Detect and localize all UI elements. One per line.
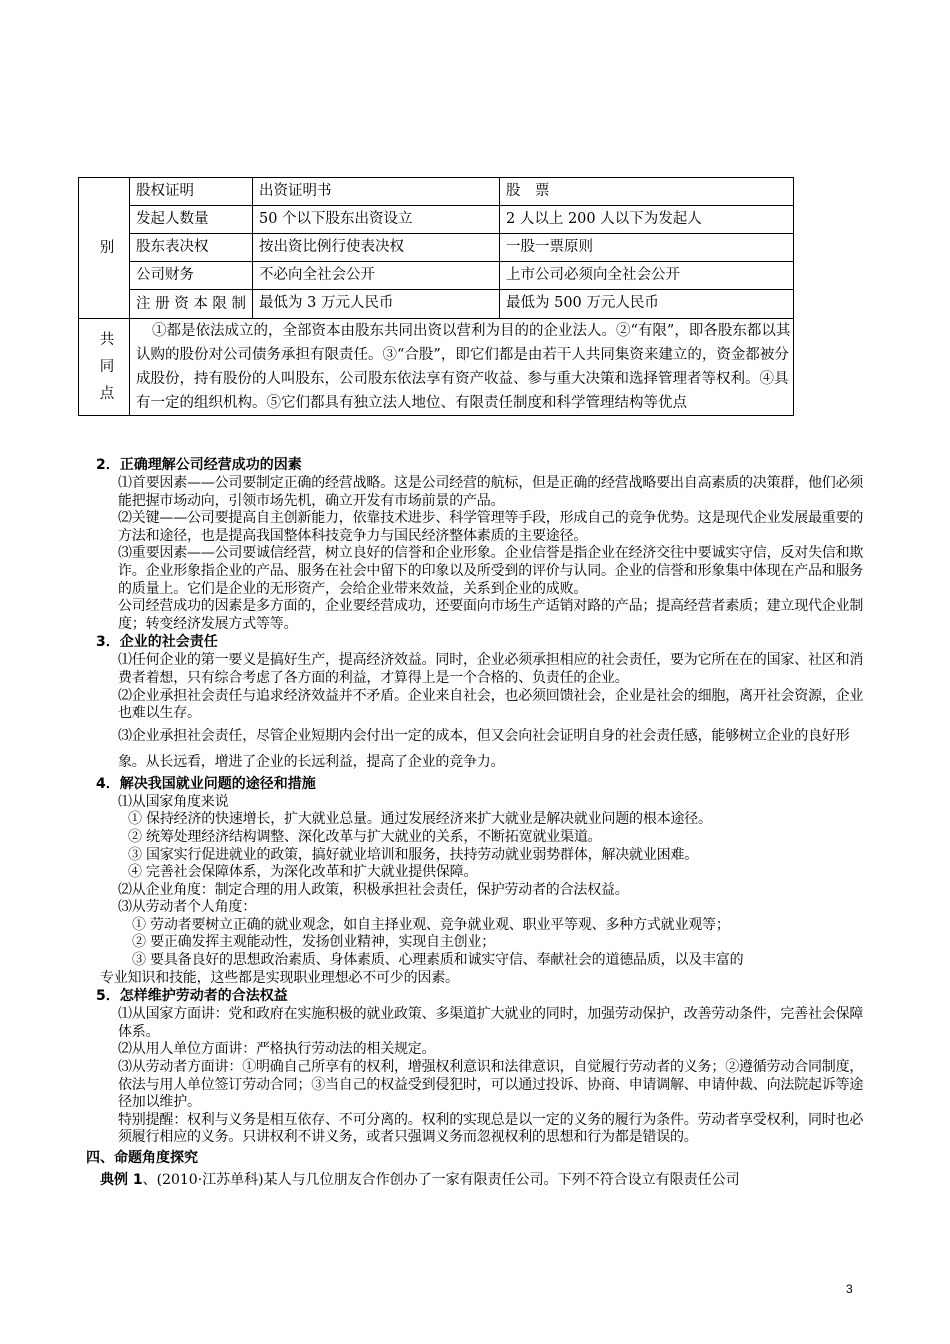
difference-label: 别	[79, 178, 130, 319]
list-item: ① 保持经济的快速增长，扩大就业总量。通过发展经济来扩大就业是解决就业问题的根本途径。	[128, 811, 712, 828]
table-row	[79, 319, 794, 416]
table-cell: 最低为 3 万元人民币	[253, 290, 500, 319]
table-cell: 发起人数量	[130, 206, 253, 234]
comparison-table	[78, 177, 794, 416]
content-body	[86, 456, 864, 1191]
table-cell: 不必向全社会公开	[253, 262, 500, 290]
paragraph: ⑴首要因素——公司要制定正确的经营战略。这是公司经营的航标，但是正确的经营战略要出自高素质的决策群，他们必须能把握市场动向，引领市场先机，确立开发有市场前景的产品。	[118, 475, 864, 509]
paragraph: ⑶企业承担社会责任，尽管企业短期内会付出一定的成本，但又会向社会证明自身的社会责任感，能够树立企业的良好形象。从长远看，增进了企业的长远利益，提高了企业的竞争力。	[118, 727, 850, 770]
table-row	[79, 290, 794, 319]
paragraph: ⑵关键——公司要提高自主创新能力，依靠技术进步、科学管理等手段，形成自己的竞争优势。这是现代企业发展最重要的方法和途径，也是提高我国整体科技竞争力与国民经济整体素质的主要途径。	[118, 510, 864, 544]
paragraph: ⑶从劳动者个人角度：	[118, 899, 256, 916]
table-cell: 股 票	[500, 178, 794, 206]
paragraph: ⑴从国家角度来说	[118, 793, 229, 810]
paragraph: ⑶重要因素——公司要诚信经营，树立良好的信誉和企业形象。企业信誉是指企业在经济交往中要诚实守信，反对失信和欺诈。企业形象指企业的产品、服务在社会中留下的印象以及所受到的评价与认同。企业的信誉和形象集中体现在产品和服务的质量上。它们是企业的无形资产，会给企业带来效益，关系到企业的成败。	[118, 545, 864, 597]
section-heading: 5．怎样维护劳动者的合法权益	[96, 988, 288, 1005]
table-cell: 一股一票原则	[500, 234, 794, 262]
paragraph: ⑵从企业角度：制定合理的用人政策，积极承担社会责任，保护劳动者的合法权益。	[118, 881, 629, 898]
list-item: ① 劳动者要树立正确的就业观念，如自主择业观、竞争就业观、职业平等观、多种方式就业观等；	[132, 916, 730, 933]
section-heading: 四、命题角度探究	[86, 1150, 198, 1166]
table-row	[79, 234, 794, 262]
table-row	[79, 206, 794, 234]
table-cell: 注 册 资 本 限 制	[130, 290, 253, 319]
table-cell: 50 个以下股东出资设立	[253, 206, 500, 234]
table-cell: 公司财务	[130, 262, 253, 290]
table-cell: 上市公司必须向全社会公开	[500, 262, 794, 290]
section-heading: 3．企业的社会责任	[96, 634, 218, 651]
list-item: ③ 国家实行促进就业的政策，搞好就业培训和服务，扶持劳动就业弱势群体，解决就业困难。	[128, 846, 699, 863]
paragraph: 特别提醒：权利与义务是相互依存、不可分离的。权利的实现总是以一定的义务的履行为条件。劳动者享受权利，同时也必须履行相应的义务。只讲权利不讲义务，或者只强调义务而忽视权利的思想和行为都是错误的。	[118, 1111, 864, 1146]
list-item: ③ 要具备良好的思想政治素质、身体素质、心理素质和诚实守信、奉献社会的道德品质，以及丰富的	[132, 952, 744, 969]
paragraph: ⑴从国家方面讲：党和政府在实施积极的就业政策、多渠道扩大就业的同时，加强劳动保护，改善劳动条件，完善社会保障体系。	[118, 1006, 864, 1040]
example-question	[100, 1169, 864, 1191]
common-points-label: 共 同 点	[79, 319, 130, 416]
section-heading: 4．解决我国就业问题的途径和措施	[96, 775, 316, 792]
list-item: ② 要正确发挥主观能动性，发扬创业精神，实现自主创业；	[132, 934, 496, 951]
paragraph: ⑶从劳动者方面讲：①明确自己所享有的权利，增强权利意识和法律意识，自觉履行劳动者的义务；②遵循劳动合同制度，依法与用人单位签订劳动合同；③当自己的权益受到侵犯时，可以通过投诉、协商、申请调解、申请仲裁、向法院起诉等途径加以维护。	[118, 1059, 864, 1111]
table-cell: 股权证明	[130, 178, 253, 206]
example-label: 典例 1	[100, 1172, 143, 1188]
common-points-text: ①都是依法成立的，全部资本由股东共同出资以营利为目的的企业法人。②“有限”，即各股东都以其认购的股份对公司债务承担有限责任。③“合股”，即它们都是由若干人共同集资来建立的，资金都被分成股份，持有股份的人叫股东，公司股东依法享有资产收益、参与重大决策和选择管理者等权利。④具有一定的组织机构。⑤它们都具有独立法人地位、有限责任制度和科学管理结构等优点	[130, 319, 794, 416]
table-cell: 股东表决权	[130, 234, 253, 262]
table-row	[79, 178, 794, 206]
paragraph: ⑵从用人单位方面讲：严格执行劳动法的相关规定。	[118, 1041, 436, 1058]
paragraph: ⑴任何企业的第一要义是搞好生产，提高经济效益。同时，企业必须承担相应的社会责任，要为它所在在的国家、社区和消费者着想，只有综合考虑了各方面的利益，才算得上是一个合格的、负责任的企业。	[118, 652, 864, 686]
section-heading: 2．正确理解公司经营成功的因素	[96, 457, 302, 473]
list-item: ② 统筹处理经济结构调整、深化改革与扩大就业的关系，不断拓宽就业渠道。	[128, 828, 602, 845]
table-cell: 2 人以上 200 人以下为发起人	[500, 206, 794, 234]
paragraph: ⑵企业承担社会责任与追求经济效益并不矛盾。企业来自社会，也必须回馈社会，企业是社会的细胞，离开社会资源，企业也难以生存。	[118, 687, 864, 722]
list-item: ④ 完善社会保障体系，为深化改革和扩大就业提供保障。	[128, 864, 478, 881]
example-text: 、(2010·江苏单科)某人与几位朋友合作创办了一家有限责任公司。下列不符合设立有限责任公司	[142, 1172, 740, 1188]
paragraph: 专业知识和技能，这些都是实现职业理想必不可少的因素。	[100, 969, 459, 986]
page-number: 3	[846, 1282, 853, 1296]
table-row	[79, 262, 794, 290]
table-cell: 出资证明书	[253, 178, 500, 206]
table-cell: 按出资比例行使表决权	[253, 234, 500, 262]
table-cell: 最低为 500 万元人民币	[500, 290, 794, 319]
paragraph: 公司经营成功的因素是多方面的，企业要经营成功，还要面向市场生产适销对路的产品；提高经营者素质；建立现代企业制度；转变经济发展方式等等。	[118, 598, 864, 632]
